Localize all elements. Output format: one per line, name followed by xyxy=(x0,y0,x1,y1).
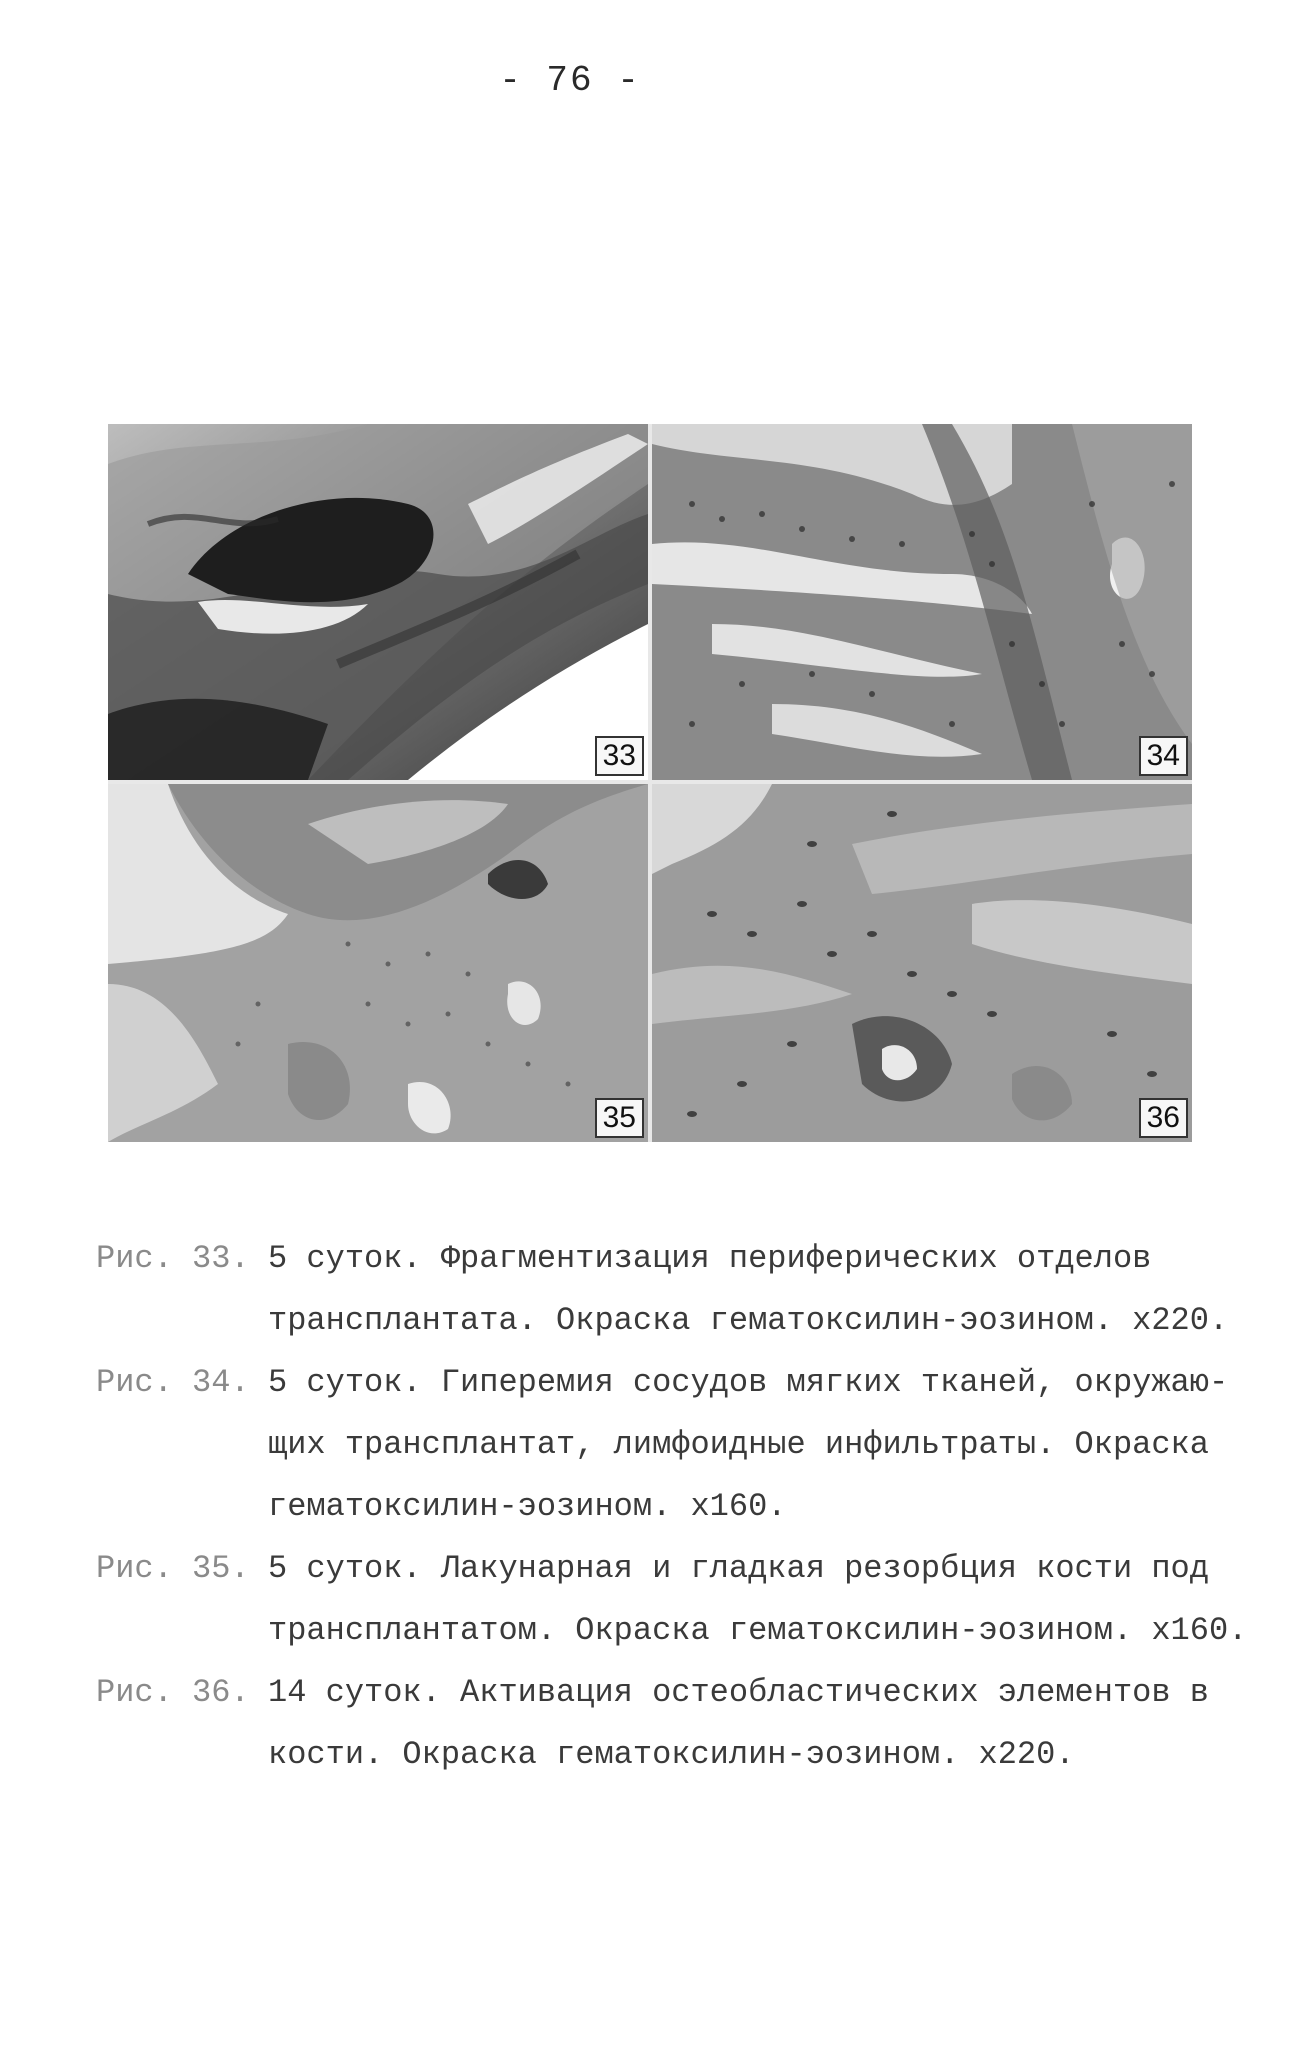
panel-label: 33 xyxy=(595,736,644,776)
caption-fig-36 xyxy=(96,1662,1256,1786)
caption-fig-33 xyxy=(96,1228,1256,1352)
caption-line: 5 суток. Фрагментизация периферических отделов xyxy=(268,1240,1152,1277)
caption-ref: Рис. 34. xyxy=(96,1364,250,1401)
caption-line: трансплантата. Окраска гематоксилин-эозином. х220. xyxy=(268,1302,1229,1339)
osteoblast-image xyxy=(652,784,1192,1142)
page-number: - 76 - xyxy=(499,60,641,101)
caption-fig-34 xyxy=(96,1352,1256,1538)
caption-line: щих трансплантат, лимфоидные инфильтраты. Окраска xyxy=(268,1426,1209,1463)
figure-panel-36 xyxy=(652,784,1192,1142)
figure-panel-35 xyxy=(108,784,648,1142)
figure-panel-33 xyxy=(108,424,648,780)
caption-fig-35 xyxy=(96,1538,1256,1662)
caption-ref: Рис. 33. xyxy=(96,1240,250,1277)
caption-line: 14 суток. Активация остеобластических элементов в xyxy=(268,1674,1209,1711)
caption-line: гематоксилин-эозином. х160. xyxy=(268,1488,787,1525)
panel-label: 34 xyxy=(1139,736,1188,776)
bone-resorption-image xyxy=(108,784,648,1142)
caption-line: 5 суток. Лакунарная и гладкая резорбция кости под xyxy=(268,1550,1209,1587)
caption-ref: Рис. 35. xyxy=(96,1550,250,1587)
panel-label: 35 xyxy=(595,1098,644,1138)
caption-line: кости. Окраска гематоксилин-эозином. х220. xyxy=(268,1736,1075,1773)
figure-captions xyxy=(96,1228,1256,1786)
figure-plate xyxy=(108,424,1192,1142)
figure-panel-34 xyxy=(652,424,1192,780)
bone-fragment-image xyxy=(108,424,648,780)
vessel-tissue-image xyxy=(652,424,1192,780)
panel-label: 36 xyxy=(1139,1098,1188,1138)
caption-line: трансплантатом. Окраска гематоксилин-эозином. х160. xyxy=(268,1612,1248,1649)
caption-ref: Рис. 36. xyxy=(96,1674,250,1711)
caption-line: 5 суток. Гиперемия сосудов мягких тканей, окружаю- xyxy=(268,1364,1229,1401)
